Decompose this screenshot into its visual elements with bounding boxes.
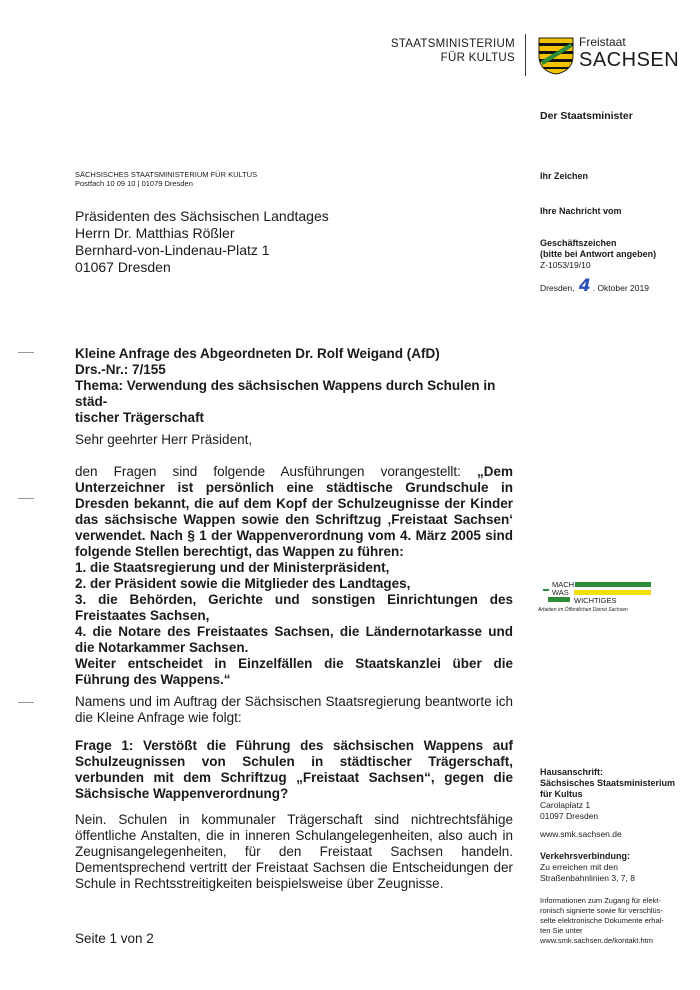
recipient-address — [75, 208, 329, 276]
address-name-2: für Kultus — [540, 789, 583, 799]
info-line: selte elektronische Dokumente erhal- — [540, 916, 664, 925]
recipient-line: Herrn Dr. Matthias Rößler — [75, 225, 235, 241]
date-suffix: . Oktober 2019 — [592, 283, 649, 293]
campaign-word-1: MACH — [552, 580, 575, 589]
date-day-handwritten: 4 — [578, 276, 591, 296]
letter-date — [540, 276, 649, 296]
answer-1: Nein. Schulen in kommunaler Trägerschaft sind nichtrechtsfähige öffentliche Anstalten, die in inneren Schulangelegenheiten, also auch in Zeugnisangelegenheiten, für den Freistaat Sachsen handeln. Dementsprechend vertritt der Freistaat Sachsen die Entscheidungen der Schule in Rechtsstreitigkeiten beispielsweise über Zeugnisse. — [75, 812, 513, 891]
ihre-nachricht-label: Ihre Nachricht vom — [540, 206, 622, 216]
sender-block — [75, 170, 257, 188]
list-item: 3. die Behörden, Gerichte und sonstigen Einrichtungen des Freistaates Sachsen, — [75, 592, 513, 623]
green-bar-top — [575, 582, 651, 587]
address-city: 01097 Dresden — [540, 811, 599, 821]
list-item: 1. die Staatsregierung und der Ministerpräsident, — [75, 560, 390, 575]
subject-line-2: Drs.-Nr.: 7/155 — [75, 362, 166, 377]
contact-link[interactable]: www.smk.sachsen.de/kontakt.htm — [540, 936, 653, 945]
campaign-word-3: WICHTIGES — [574, 596, 617, 605]
ministry-name — [380, 37, 515, 65]
salutation: Sehr geehrter Herr Präsident, — [75, 432, 253, 447]
recipient-line: Bernhard-von-Lindenau-Platz 1 — [75, 242, 270, 258]
closing-quote: Weiter entscheidet in Einzelfällen die Staatskanzlei über die Führung des Wappens.“ — [75, 656, 513, 687]
list-item: 4. die Notare des Freistaates Sachsen, die Ländernotarkasse und die Notarkammer Sachsen. — [75, 624, 513, 655]
ministry-line-2: FÜR KULTUS — [440, 52, 515, 64]
green-bar-bottom — [548, 597, 570, 602]
punch-mark — [18, 498, 34, 499]
intro-text: den Fragen sind folgende Ausführungen vorangestellt: — [75, 464, 477, 479]
recipient-line: Präsidenten des Sächsischen Landtages — [75, 208, 329, 224]
sender-line-1: SÄCHSISCHES STAATSMINISTERIUM FÜR KULTUS — [75, 170, 258, 179]
transport-text-1: Zu erreichen mit den — [540, 862, 618, 872]
answer-intro: Namens und im Auftrag der Sächsischen Staatsregierung beantworte ich die Kleine Anfrage wie folgt: — [75, 694, 513, 725]
info-line: ronisch signierte sowie für verschlüs- — [540, 906, 663, 915]
yellow-bar — [574, 590, 651, 595]
geschaeftszeichen-hint: (bitte bei Antwort angeben) — [540, 249, 657, 259]
intro-quote: „Dem Unterzeichner ist persönlich eine städtische Grundschule in Dresden bekannt, die auf dem Kopf der Schulzeugnisse der Kinder das sächsische Wappen sowie den Schriftzug ‚Freistaat Sachsen‘ verwendet. Nach § 1 der Wappenverordnung vom 4. März 2005 sind folgende Stellen berechtigt, das Wappen zu führen: — [75, 464, 513, 559]
green-bar-left — [543, 589, 549, 591]
transport-label: Verkehrsverbindung: — [540, 851, 631, 861]
ihr-zeichen-label: Ihr Zeichen — [540, 171, 589, 181]
list-item: 2. der Präsident sowie die Mitglieder des Landtages, — [75, 576, 411, 591]
state-line-2: SACHSEN — [579, 49, 680, 71]
info-line: ten Sie unter — [540, 926, 583, 935]
geschaeftszeichen-value: Z-1053/19/10 — [540, 260, 591, 270]
sender-line-2: Postfach 10 09 10 | 01079 Dresden — [75, 179, 193, 188]
quote-list — [75, 560, 513, 688]
campaign-tagline: Arbeiten im Öffentlichen Dienst Sachsen — [538, 607, 628, 613]
website-link[interactable]: www.smk.sachsen.de — [540, 829, 622, 839]
subject-line-1: Kleine Anfrage des Abgeordneten Dr. Rolf Weigand (AfD) — [75, 346, 440, 361]
subject-line-4: tischer Trägerschaft — [75, 410, 205, 425]
transport-text-2: Straßenbahnlinien 3, 7, 8 — [540, 873, 635, 883]
access-info — [540, 896, 664, 946]
fold-mark-bottom — [18, 702, 34, 703]
subject-block — [75, 346, 515, 426]
campaign-logo — [538, 580, 658, 620]
coat-of-arms-icon — [538, 37, 574, 75]
header-divider — [525, 34, 526, 76]
campaign-word-2: WAS — [552, 588, 569, 597]
question-1: Frage 1: Verstößt die Führung des sächsischen Wappens auf Schulzeugnissen von Schulen in städtischer Trägerschaft, verbunden mit dem Schriftzug „Freistaat Sachsen“, gegen die Sächsische Wappenverordnung? — [75, 738, 513, 801]
sidebar-address — [540, 767, 690, 822]
transport-info — [540, 851, 635, 884]
state-line-1: Freistaat — [579, 35, 626, 49]
address-street: Carolaplatz 1 — [540, 800, 591, 810]
page-number: Seite 1 von 2 — [75, 931, 154, 946]
saxony-coat-of-arms — [538, 37, 574, 75]
sidebar-title: Der Staatsminister — [540, 110, 633, 122]
ministry-line-1: STAATSMINISTERIUM — [390, 38, 515, 50]
subject-line-3: Thema: Verwendung des sächsischen Wappens durch Schulen in städ- — [75, 378, 496, 409]
address-name-1: Sächsisches Staatsministerium — [540, 778, 676, 788]
date-prefix: Dresden, — [540, 283, 575, 293]
info-line: Informationen zum Zugang für elekt- — [540, 896, 661, 905]
state-name — [579, 36, 679, 71]
fold-mark-top — [18, 352, 34, 353]
intro-paragraph — [75, 464, 513, 560]
geschaeftszeichen-label: Geschäftszeichen — [540, 238, 617, 248]
address-label: Hausanschrift: — [540, 767, 604, 777]
recipient-line: 01067 Dresden — [75, 259, 171, 275]
